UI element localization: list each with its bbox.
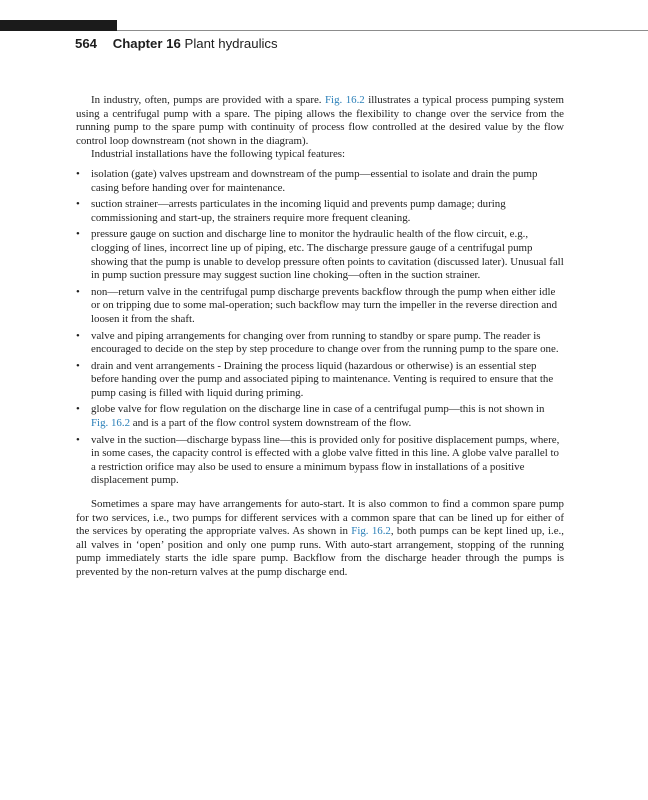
header-bar xyxy=(0,20,117,31)
page-number: 564 xyxy=(75,36,98,51)
closing-text-1: Sometimes a spare may have arrangements for auto-start. It is also common to find a common spare pump for two services, i.e., two pumps for different services with a common spare that can be lined up for either of the services by operating the appropriate valves. As shown in xyxy=(76,498,564,538)
list-item-text: valve in the suction—discharge bypass line—this is provided only for positive displacement pumps, where, in some cases, the capacity control is effected with a globe valve fitted in this line. A globe valve parallel to a restriction orifice may also be used to ensure a minimum bypass flow in installations of a positive displacement pump. xyxy=(91,433,560,487)
list-item-text: and is a part of the flow control system downstream of the flow. xyxy=(130,417,412,430)
intro-paragraph xyxy=(76,94,564,148)
closing-text-2: , both pumps can be kept lined up, i.e., all valves in ‘open’ position and only one pump runs. With auto-start arrangement, stopping of the running pump immediately starts the idle spare pump. Backflow from the discharge header through the pumps is prevented by the non-return valves at the pump discharge end. xyxy=(76,525,564,578)
chapter-label: Chapter 16 xyxy=(112,36,181,51)
closing-paragraph xyxy=(76,498,564,580)
list-item-text: valve and piping arrangements for changing over from running to standby or spare pump. The reader is encouraged to decide on the step by step procedure to change over from the running pump to the spare one. xyxy=(91,329,559,356)
figure-link[interactable]: Fig. 16.2 xyxy=(91,417,131,430)
list-item-text: drain and vent arrangements - Draining the process liquid (hazardous or otherwise) is an essential step before handing over the pump and associated piping to maintenance. Venting is required to ensure that the pump casing is filled with liquid during priming. xyxy=(91,359,554,399)
list-item xyxy=(76,330,564,357)
list-item xyxy=(76,360,564,401)
bullet-icon: • xyxy=(76,359,80,372)
list-item xyxy=(76,403,564,430)
list-item-text: suction strainer—arrests particulates in the incoming liquid and prevents pump damage; during commissioning and start-up, the strainers require more frequent cleaning. xyxy=(91,198,506,224)
list-item xyxy=(76,286,564,327)
bullet-icon: • xyxy=(76,285,80,298)
bullet-icon: • xyxy=(76,433,80,446)
body-text xyxy=(76,94,564,580)
intro-text-2: illustrates a typical process pumping system using a centrifugal pump with a spare. The piping allows the flexibility to change over the service from the running pump to the spare pump with continuity of process flow controlled at the desired value by the flow control loop downstream (not shown in the diagram). xyxy=(76,94,564,147)
list-item-text: isolation (gate) valves upstream and downstream of the pump—essential to isolate and drain the pump casing before handing over for maintenance. xyxy=(91,167,538,194)
features-lead: Industrial installations have the following typical features: xyxy=(91,148,346,161)
list-item-text: globe valve for flow regulation on the discharge line in case of a centrifugal pump—this is not shown in xyxy=(91,403,545,416)
list-item-text: pressure gauge on suction and discharge line to monitor the hydraulic health of the flow circuit, e.g., clogging of lines, incorrect line up of piping, etc. The discharge pressure gauge of a centrifugal pump showing that the pump is unable to develop pressure often points to cavitation (discussed later). Unusual fall in pump suction pressure may suggest suction line choking—often in the suction strainer. xyxy=(91,228,564,282)
running-head xyxy=(75,36,278,51)
bullet-icon: • xyxy=(76,198,80,211)
bullet-icon: • xyxy=(76,329,80,342)
bullet-icon: • xyxy=(76,228,80,241)
list-item xyxy=(76,198,564,225)
chapter-title: Plant hydraulics xyxy=(184,36,278,51)
list-item xyxy=(76,228,564,282)
figure-link[interactable]: Fig. 16.2 xyxy=(324,94,365,106)
list-item xyxy=(76,434,564,488)
features-list xyxy=(76,168,564,488)
header-rule xyxy=(117,30,648,31)
list-item-text: non—return valve in the centrifugal pump discharge prevents backflow through the pump when either idle or on tripping due to some mal-operation; such backflow may turn the impeller in the reverse direction and loosen it from the shaft. xyxy=(91,285,558,325)
figure-link[interactable]: Fig. 16.2 xyxy=(351,525,391,538)
list-item xyxy=(76,168,564,195)
intro-text-1: In industry, often, pumps are provided with a spare. xyxy=(91,94,325,106)
bullet-icon: • xyxy=(76,403,80,416)
bullet-icon: • xyxy=(76,167,80,180)
